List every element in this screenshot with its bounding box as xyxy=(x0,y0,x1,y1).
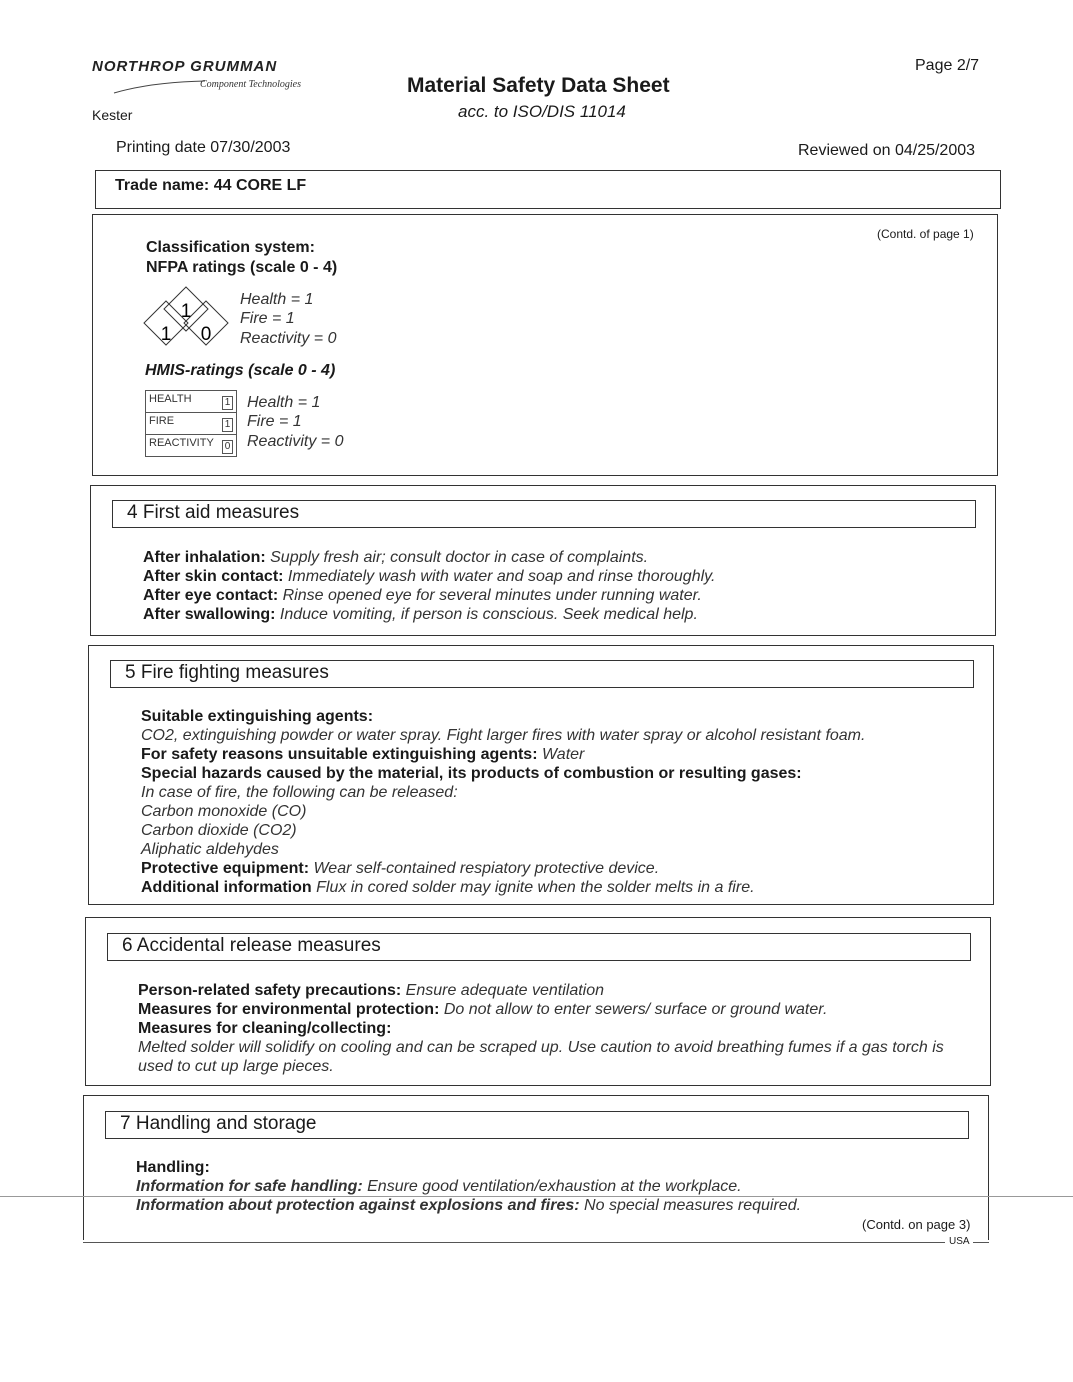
unsuitable-label: For safety reasons unsuitable extinguishing agents: xyxy=(141,746,538,763)
suitable-text: CO2, extinguishing powder or water spray. Fight larger fires with water spray or alcohol resistant foam. xyxy=(141,727,866,744)
nfpa-fire-value: 1 xyxy=(160,324,172,345)
hmis-label: REACTIVITY xyxy=(149,437,214,449)
cleaning-text: Melted solder will solidify on cooling and can be scraped up. Use caution to avoid breathing fumes if a gas torch is xyxy=(138,1039,944,1056)
printing-date: Printing date 07/30/2003 xyxy=(116,139,291,156)
first-aid-list xyxy=(143,548,715,624)
handling-content xyxy=(136,1158,801,1215)
protective-label: Protective equipment: xyxy=(141,860,310,877)
footer-rule xyxy=(83,1242,945,1243)
fire-fighting-content xyxy=(141,707,865,897)
hmis-label: HEALTH xyxy=(149,393,192,405)
document-title: Material Safety Data Sheet xyxy=(407,74,670,97)
logo-swoosh-icon xyxy=(112,80,207,94)
special-hazards-label: Special hazards caused by the material, its products of combustion or resulting gases: xyxy=(141,765,802,782)
continued-from-note: (Contd. of page 1) xyxy=(877,227,974,241)
person-text: Ensure adequate ventilation xyxy=(405,982,605,999)
hmis-value: 1 xyxy=(222,396,233,410)
safe-handling-text: Ensure good ventilation/exhaustion at the workplace. xyxy=(367,1178,742,1195)
list-item: After skin contact: Immediately wash with water and soap and rinse thoroughly. xyxy=(143,568,716,585)
page-number: Page 2/7 xyxy=(915,57,980,74)
hmis-row xyxy=(146,413,237,435)
nfpa-health-line: Health = 1 xyxy=(240,291,314,308)
environment-text: Do not allow to enter sewers/ surface or ground water. xyxy=(443,1001,828,1018)
company-logo: NORTHROP GRUMMAN xyxy=(92,58,278,75)
person-label: Person-related safety precautions: xyxy=(138,982,402,999)
section-title: 7 Handling and storage xyxy=(105,1111,969,1139)
continued-on-note: (Contd. on page 3) xyxy=(862,1217,971,1232)
footer-region: USA xyxy=(949,1236,970,1247)
company-name: Kester xyxy=(92,107,133,123)
reviewed-date: Reviewed on 04/25/2003 xyxy=(798,142,976,159)
special-line: Aliphatic aldehydes xyxy=(141,841,279,858)
safe-handling-label: Information for safe handling: xyxy=(136,1178,363,1195)
additional-label: Additional information xyxy=(141,879,312,896)
nfpa-diamond-icon xyxy=(142,285,248,353)
special-line: Carbon monoxide (CO) xyxy=(141,803,307,820)
explosion-text: No special measures required. xyxy=(584,1197,802,1214)
logo-subtitle: Component Technologies xyxy=(200,79,302,90)
suitable-label: Suitable extinguishing agents: xyxy=(141,708,374,725)
classification-heading: Classification system: xyxy=(146,239,315,256)
cleaning-text: used to cut up large pieces. xyxy=(138,1058,334,1075)
list-item: After swallowing: Induce vomiting, if person is conscious. Seek medical help. xyxy=(143,606,698,623)
section-title: 5 Fire fighting measures xyxy=(110,660,974,688)
hmis-value: 0 xyxy=(222,440,233,454)
hmis-reactivity-line: Reactivity = 0 xyxy=(247,433,344,450)
list-item: After eye contact: Rinse opened eye for several minutes under running water. xyxy=(143,587,702,604)
nfpa-reactivity-value: 0 xyxy=(200,324,212,345)
trade-name: Trade name: 44 CORE LF xyxy=(115,177,307,194)
special-line: In case of fire, the following can be released: xyxy=(141,784,458,801)
section-title: 6 Accidental release measures xyxy=(107,933,971,961)
document-subtitle: acc. to ISO/DIS 11014 xyxy=(458,102,626,121)
hmis-value: 1 xyxy=(222,418,233,432)
unsuitable-text: Water xyxy=(541,746,585,763)
hmis-fire-line: Fire = 1 xyxy=(247,413,302,430)
nfpa-fire-line: Fire = 1 xyxy=(240,310,295,327)
footer-rule xyxy=(973,1242,989,1243)
additional-text: Flux in cored solder may ignite when the solder melts in a fire. xyxy=(316,879,755,896)
nfpa-reactivity-line: Reactivity = 0 xyxy=(240,330,337,347)
hmis-row xyxy=(146,391,237,413)
hmis-heading: HMIS-ratings (scale 0 - 4) xyxy=(145,362,336,379)
accidental-release-content xyxy=(138,981,944,1076)
explosion-label: Information about protection against explosions and fires: xyxy=(136,1197,580,1214)
section-title: 4 First aid measures xyxy=(112,500,976,528)
hmis-table xyxy=(145,390,237,457)
scan-line xyxy=(0,1196,1073,1197)
hmis-label: FIRE xyxy=(149,415,175,427)
list-item: After inhalation: Supply fresh air; consult doctor in case of complaints. xyxy=(143,549,649,566)
handling-label: Handling: xyxy=(136,1159,210,1176)
special-line: Carbon dioxide (CO2) xyxy=(141,822,297,839)
nfpa-health-value: 1 xyxy=(180,301,192,322)
hmis-health-line: Health = 1 xyxy=(247,394,321,411)
protective-text: Wear self-contained respiatory protective device. xyxy=(313,860,660,877)
cleaning-label: Measures for cleaning/collecting: xyxy=(138,1020,392,1037)
environment-label: Measures for environmental protection: xyxy=(138,1001,440,1018)
hmis-row xyxy=(146,435,237,457)
nfpa-heading: NFPA ratings (scale 0 - 4) xyxy=(146,259,338,276)
